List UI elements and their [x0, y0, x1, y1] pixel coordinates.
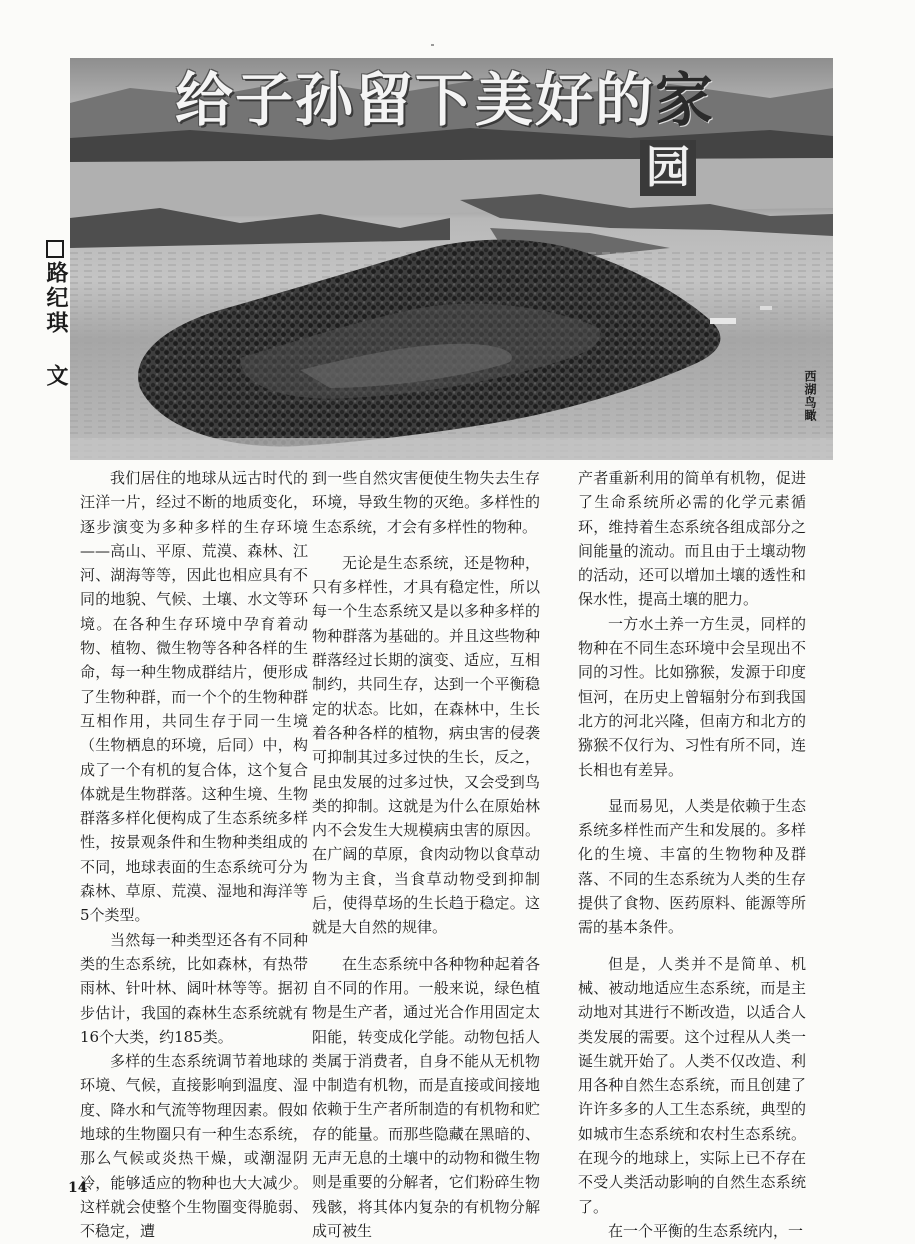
paragraph: 当然每一种类型还各有不同种类的生态系统，比如森林，有热带雨林、针叶林、阔叶林等等。据初步估计，我国的森林生态系统就有16个大类，约185类。 — [80, 930, 308, 1046]
page-number: 14 — [68, 1180, 88, 1196]
paragraph: 但是，人类并不是简单、机械、被动地适应生态系统，而是主动地对其进行不断改造，以适合人类发展的需要。这个过程从人类一诞生就开始了。人类不仅改造、利用各种自然生态系统，而且创建了许许多多的人工生态系统，典型的如城市生态系统和农村生态系统。在现今的地球上，实际上已不存在不受人类活动影响的自然生态系统了。 — [578, 954, 806, 1216]
paragraph: 多样的生态系统调节着地球的环境、气候，直接影响到温度、湿度、降水和气流等物理因素。假如地球的生物圈只有一种生态系统，那么气候或炎热干燥，或潮湿阴冷，能够适应的物种也大大减少。这样就会使整个生物圈变得脆弱、不稳定，遭 — [80, 1052, 308, 1241]
square-marker-icon — [46, 240, 64, 258]
paragraph: 我们居住的地球从远古时代的汪洋一片，经过不断的地质变化，逐步演变为多种多样的生存环境——高山、平原、荒漠、森林、江河、湖海等等，因此也相应具有不同的地貌、气候、土壤、水文等环境。在各种生存环境中孕育着动物、植物、微生物等各种各样的生命，每一种生物成群结片，便形成了生物种群，而一个个的生物种群互相作用，共同生存于同一生境（生物栖息的环境，后同）中，构成了一个有机的复合体，这个复合体就是生物群落。这种生境、生物群落多样化便构成了生态系统多样性，按景观条件和生物种类组成的不同，地球表面的生态系统可分为森林、草原、荒漠、湿地和海洋等5个类型。 — [80, 469, 308, 925]
paragraph: 显而易见，人类是依赖于生态系统多样性而产生和发展的。多样化的生境、丰富的生物物种及群落、不同的生态系统为人类的生存提供了食物、医药原料、能源等所需的基本条件。 — [578, 796, 806, 937]
author-name: 路纪琪 文 — [43, 261, 68, 389]
scan-dot — [431, 44, 434, 46]
paragraph: 无论是生态系统，还是物种，只有多样性，才具有稳定性，所以每一个生态系统又是以多种多样的物种群落为基础的。并且这些物种群落经过长期的演变、适应，互相制约，共同生存，达到一个平衡稳定的状态。比如，在森林中，生长着各种各样的植物，病虫害的侵袭可抑制其过多过快的生长，反之，昆虫发展的过多过快，又会受到鸟类的抑制。这就是为什么在原始林内不会发生大规模病虫害的原因。在广阔的草原，食肉动物以食草动物为主食，当食草动物受到抑制后，使得草场的生长趋于稳定。这就是大自然的规律。 — [312, 553, 540, 937]
text-column-2 — [312, 466, 540, 1243]
paragraph: 到一些自然灾害便使生物失去生存环境，导致生物的灭绝。多样性的生态系统，才会有多样性的物种。 — [312, 469, 540, 536]
article-title-tail: 园 — [640, 140, 696, 196]
paragraph: 产者重新利用的简单有机物，促进了生命系统所必需的化学元素循环，维持着生态系统各组成部分之间能量的流动。而且由于土壤动物的活动，还可以增加土壤的透性和保水性，提高土壤的肥力。 — [578, 469, 806, 609]
article-title-main: 给子孙留下美好的 — [175, 66, 656, 134]
article-title-last-char: 家 — [655, 66, 716, 134]
text-column-1 — [80, 466, 308, 1244]
paragraph: 一方水土养一方生灵，同样的物种在不同生态环境中会呈现出不同的习性。比如猕猴，发源于印度恒河，在历史上曾辐射分布到我国北方的河北兴隆，但南方和北方的猕猴不仅行为、习性有所不同，连长相也有差异。 — [578, 614, 806, 779]
paragraph: 在生态系统中各种物种起着各自不同的作用。一般来说，绿色植物是生产者，通过光合作用固定太阳能，转变成化学能。动物包括人类属于消费者，自身不能从无机物中制造有机物，而是直接或间接地依赖于生产者所制造的有机物和贮存的能量。而那些隐藏在黑暗的、无声无息的土壤中的动物和微生物则是重要的分解者，它们粉碎生物残骸，将其体内复杂的有机物分解成可被生 — [312, 954, 540, 1240]
author-byline — [42, 240, 68, 396]
paragraph: 在一个平衡的生态系统内，一 — [608, 1221, 804, 1240]
photo-caption: 西湖鸟瞰 — [803, 370, 817, 422]
text-column-3 — [578, 466, 806, 1243]
article-title — [175, 68, 715, 132]
